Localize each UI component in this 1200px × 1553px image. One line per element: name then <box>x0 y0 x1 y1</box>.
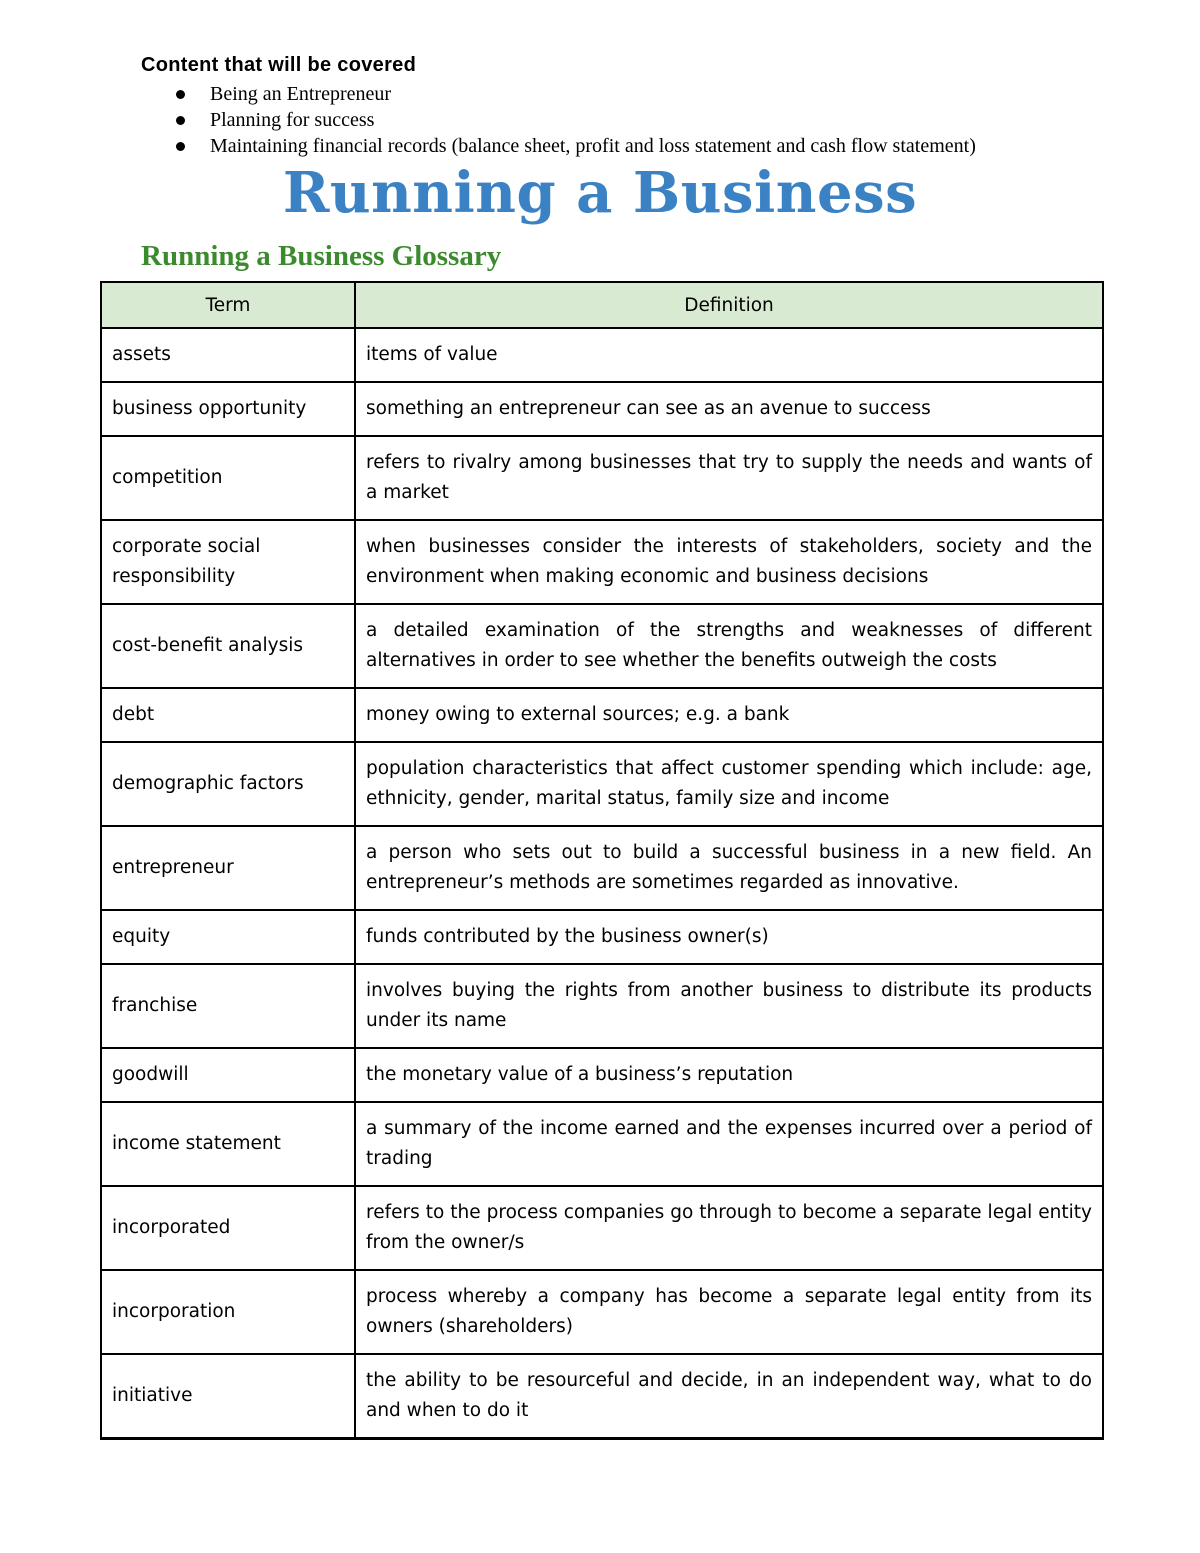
term-cell: incorporated <box>101 1186 355 1270</box>
table-row <box>101 742 1103 826</box>
table-row <box>101 520 1103 604</box>
definition-cell: funds contributed by the business owner(s) <box>355 910 1103 964</box>
definition-cell: the monetary value of a business’s reputation <box>355 1048 1103 1102</box>
content-covered-list <box>172 81 976 159</box>
definition-cell: something an entrepreneur can see as an avenue to success <box>355 382 1103 436</box>
term-cell: assets <box>101 328 355 382</box>
table-row <box>101 1102 1103 1186</box>
term-cell: cost-benefit analysis <box>101 604 355 688</box>
page-title: Running a Business <box>282 160 918 226</box>
definition-cell: process whereby a company has become a separate legal entity from its owners (shareholders) <box>355 1270 1103 1354</box>
table-row <box>101 328 1103 382</box>
term-cell: incorporation <box>101 1270 355 1354</box>
term-cell: entrepreneur <box>101 826 355 910</box>
definition-cell: a person who sets out to build a successful business in a new field. An entrepreneur’s methods are sometimes regarded as innovative. <box>355 826 1103 910</box>
definition-cell: items of value <box>355 328 1103 382</box>
bullet-icon <box>176 90 185 99</box>
term-cell: goodwill <box>101 1048 355 1102</box>
definition-cell: involves buying the rights from another business to distribute its products under its name <box>355 964 1103 1048</box>
table-row <box>101 1186 1103 1270</box>
list-item-label: Maintaining financial records (balance sheet, profit and loss statement and cash flow statement) <box>210 135 976 157</box>
term-cell: franchise <box>101 964 355 1048</box>
definition-cell: refers to the process companies go through to become a separate legal entity from the owner/s <box>355 1186 1103 1270</box>
term-cell: debt <box>101 688 355 742</box>
definition-cell: a summary of the income earned and the expenses incurred over a period of trading <box>355 1102 1103 1186</box>
table-row <box>101 688 1103 742</box>
list-item <box>172 107 976 133</box>
content-covered-heading: Content that will be covered <box>141 54 417 76</box>
term-cell: corporate social responsibility <box>101 520 355 604</box>
term-cell: equity <box>101 910 355 964</box>
table-row <box>101 964 1103 1048</box>
definition-cell: money owing to external sources; e.g. a bank <box>355 688 1103 742</box>
bullet-icon <box>176 116 185 125</box>
table-row <box>101 1270 1103 1354</box>
table-header-row <box>101 282 1103 328</box>
definition-cell: population characteristics that affect customer spending which include: age, ethnicity, gender, marital status, family size and income <box>355 742 1103 826</box>
glossary-table <box>100 281 1104 1440</box>
term-cell: competition <box>101 436 355 520</box>
table-row <box>101 826 1103 910</box>
definition-cell: refers to rivalry among businesses that try to supply the needs and wants of a market <box>355 436 1103 520</box>
column-header-definition: Definition <box>355 282 1103 328</box>
definition-cell: the ability to be resourceful and decide, in an independent way, what to do and when to do it <box>355 1354 1103 1439</box>
list-item <box>172 133 976 159</box>
list-item-label: Being an Entrepreneur <box>210 83 392 105</box>
list-item <box>172 81 976 107</box>
table-row <box>101 436 1103 520</box>
table-row <box>101 382 1103 436</box>
glossary-heading: Running a Business Glossary <box>141 240 502 272</box>
table-row <box>101 1048 1103 1102</box>
definition-cell: a detailed examination of the strengths and weaknesses of different alternatives in order to see whether the benefits outweigh the costs <box>355 604 1103 688</box>
table-row <box>101 1354 1103 1439</box>
term-cell: initiative <box>101 1354 355 1439</box>
list-item-label: Planning for success <box>210 109 375 131</box>
column-header-term: Term <box>101 282 355 328</box>
definition-cell: when businesses consider the interests of stakeholders, society and the environment when making economic and business decisions <box>355 520 1103 604</box>
table-row <box>101 910 1103 964</box>
term-cell: business opportunity <box>101 382 355 436</box>
bullet-icon <box>176 142 185 151</box>
term-cell: demographic factors <box>101 742 355 826</box>
term-cell: income statement <box>101 1102 355 1186</box>
table-row <box>101 604 1103 688</box>
